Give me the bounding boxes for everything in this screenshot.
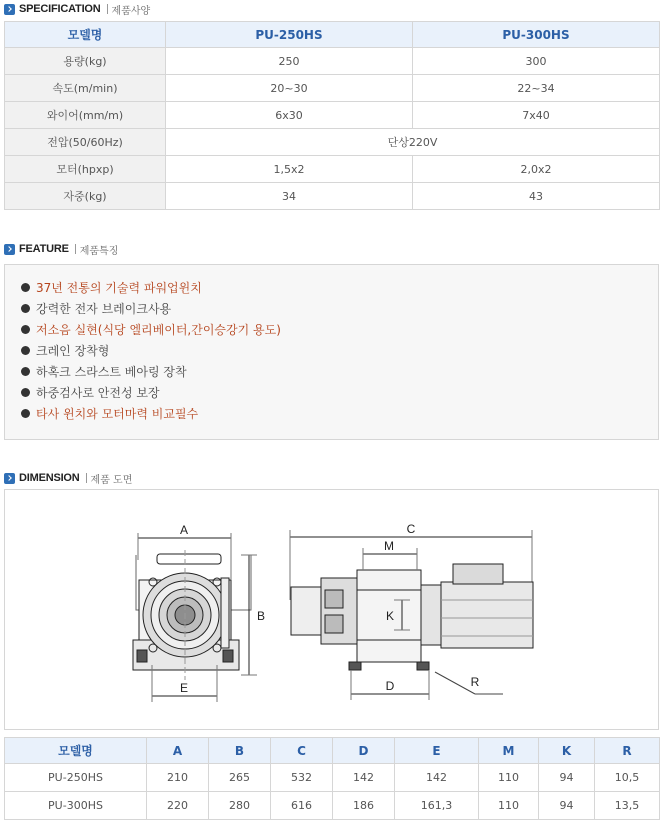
divider — [75, 244, 76, 254]
dim-label-r: R — [470, 675, 480, 689]
spec-row-label: 와이어(mm/m) — [5, 102, 166, 129]
dim-cell: 265 — [209, 764, 271, 792]
spec-cell: 20~30 — [166, 75, 413, 102]
spec-row-label: 자중(kg) — [5, 183, 166, 210]
dim-label-d: D — [385, 679, 395, 693]
spec-cell: 34 — [166, 183, 413, 210]
spec-header-pu300: PU-300HS — [413, 22, 660, 48]
section-title-ko: 제품사양 — [111, 5, 151, 17]
feature-list — [21, 277, 281, 424]
dim-row — [5, 764, 660, 792]
dim-label-k: K — [385, 609, 395, 623]
spec-row-speed — [5, 75, 660, 102]
spec-cell: 250 — [166, 48, 413, 75]
dim-cell: 532 — [271, 764, 333, 792]
feature-item — [21, 319, 281, 340]
dim-header-cell: A — [147, 738, 209, 764]
feature-text: 저소음 실현(식당 엘리베이터,간이승강기 용도) — [36, 323, 281, 337]
bullet-dot-icon — [21, 409, 30, 418]
feature-text: 타사 윈치와 모터마력 비교필수 — [36, 407, 199, 421]
spec-row-label: 전압(50/60Hz) — [5, 129, 166, 156]
divider — [107, 4, 108, 14]
dim-header-cell: B — [209, 738, 271, 764]
feature-item — [21, 340, 281, 361]
divider — [86, 473, 87, 483]
dim-header-cell: K — [539, 738, 595, 764]
spec-header-row — [5, 22, 660, 48]
feature-item — [21, 298, 281, 319]
spec-row-wire — [5, 102, 660, 129]
feature-item — [21, 277, 281, 298]
dim-cell: 616 — [271, 792, 333, 820]
dim-header-cell: 모델명 — [5, 738, 147, 764]
dimension-table — [4, 737, 660, 820]
chevron-right-icon — [4, 4, 15, 15]
winch-drawing — [5, 490, 660, 731]
feature-text: 하혹크 스라스트 베아링 장착 — [36, 365, 187, 379]
spec-row-motor — [5, 156, 660, 183]
dim-header-row — [5, 738, 660, 764]
chevron-right-icon — [4, 244, 15, 255]
spec-cell: 7x40 — [413, 102, 660, 129]
front-view — [133, 533, 257, 702]
dim-label-m: M — [384, 539, 394, 553]
dim-cell: 210 — [147, 764, 209, 792]
dimension-heading — [4, 470, 132, 486]
spec-row-label: 속도(m/min) — [5, 75, 166, 102]
bullet-dot-icon — [21, 304, 30, 313]
feature-text: 37년 전통의 기술력 파워업윈치 — [36, 281, 202, 295]
dim-row-model: PU-250HS — [5, 764, 147, 792]
dim-cell: 110 — [479, 764, 539, 792]
spec-row-label: 용량(kg) — [5, 48, 166, 75]
section-title-en: SPECIFICATION — [19, 3, 101, 15]
dim-cell: 94 — [539, 764, 595, 792]
feature-box — [4, 264, 659, 440]
dim-label-b: B — [256, 609, 266, 623]
dim-row-model: PU-300HS — [5, 792, 147, 820]
section-title-ko: 제품 도면 — [90, 474, 133, 486]
dim-header-cell: R — [595, 738, 660, 764]
dim-header-cell: E — [395, 738, 479, 764]
dim-cell: 280 — [209, 792, 271, 820]
feature-item — [21, 361, 281, 382]
spec-cell: 1,5x2 — [166, 156, 413, 183]
dim-cell: 94 — [539, 792, 595, 820]
dim-cell: 142 — [333, 764, 395, 792]
section-title-ko: 제품특징 — [79, 245, 119, 257]
dim-cell: 186 — [333, 792, 395, 820]
feature-text: 크레인 장착형 — [36, 344, 110, 358]
spec-cell: 6x30 — [166, 102, 413, 129]
dim-label-c: C — [406, 522, 416, 536]
spec-cell-merged: 단상220V — [166, 129, 660, 156]
spec-row-capacity — [5, 48, 660, 75]
dimension-drawing-box — [4, 489, 659, 730]
bullet-dot-icon — [21, 346, 30, 355]
spec-cell: 2,0x2 — [413, 156, 660, 183]
feature-item — [21, 382, 281, 403]
dim-cell: 110 — [479, 792, 539, 820]
spec-row-voltage — [5, 129, 660, 156]
feature-text: 강력한 전자 브레이크사용 — [36, 302, 172, 316]
feature-item — [21, 403, 281, 424]
dim-cell: 10,5 — [595, 764, 660, 792]
specification-heading — [4, 1, 150, 17]
spec-header-pu250: PU-250HS — [166, 22, 413, 48]
spec-header-model: 모델명 — [5, 22, 166, 48]
dim-cell: 161,3 — [395, 792, 479, 820]
chevron-right-icon — [4, 473, 15, 484]
spec-cell: 43 — [413, 183, 660, 210]
dim-label-e: E — [179, 681, 189, 695]
dim-cell: 220 — [147, 792, 209, 820]
section-title-en: FEATURE — [19, 243, 69, 255]
dim-cell: 13,5 — [595, 792, 660, 820]
bullet-dot-icon — [21, 388, 30, 397]
bullet-dot-icon — [21, 367, 30, 376]
feature-text: 하중검사로 안전성 보장 — [36, 386, 160, 400]
spec-cell: 300 — [413, 48, 660, 75]
dim-header-cell: C — [271, 738, 333, 764]
dim-label-a: A — [179, 523, 189, 537]
spec-row-weight — [5, 183, 660, 210]
bullet-dot-icon — [21, 325, 30, 334]
section-title-en: DIMENSION — [19, 472, 80, 484]
side-view — [290, 530, 533, 700]
dim-header-cell: D — [333, 738, 395, 764]
feature-heading — [4, 241, 118, 257]
spec-cell: 22~34 — [413, 75, 660, 102]
dim-row — [5, 792, 660, 820]
spec-table — [4, 21, 660, 210]
spec-row-label: 모터(hpxp) — [5, 156, 166, 183]
dim-header-cell: M — [479, 738, 539, 764]
bullet-dot-icon — [21, 283, 30, 292]
dim-cell: 142 — [395, 764, 479, 792]
